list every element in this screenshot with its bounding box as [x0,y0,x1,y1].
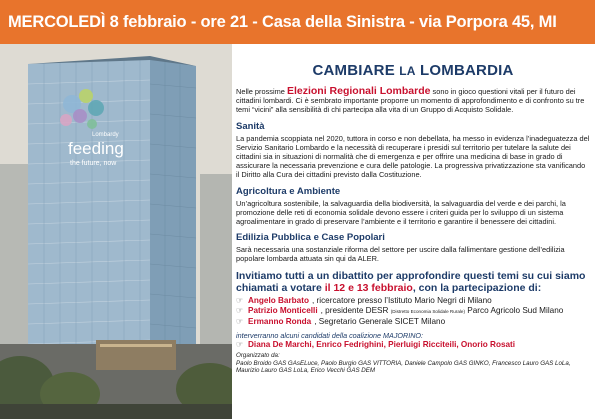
coalition-names: Diana De Marchi, Enrico Fedrighini, Pierluigi Ricciteili, Onorio Rosati [248,339,516,349]
speaker-note: (Distretto Economia Solidale Rurale) [390,309,465,315]
list-item [236,317,590,327]
speaker-role: , presidente DESR [320,306,391,316]
section-text-edilizia: Sarà necessaria una sostanziale riforma del settore per uscire dalla fallimentare gestione dell’edilizia popolare lombarda attuata sin qui da ALER. [236,245,565,264]
speaker-name: Ermanno Ronda [248,317,312,327]
organizers-label: Organizzato da: [236,352,280,360]
section-text-agricoltura: Un’agricoltura sostenibile, la salvaguardia della biodiversità, la salvaguardia del verde e dei parchi, la promozione delle reti di economia solidale devono essere i criteri guida per lo sviluppo di un sistema agroalimentare in grado di preservare l’ambiente e il territorio e garantire il benessere dei cittadini. [236,198,566,227]
speaker-list [236,296,590,328]
invitation-line1: Invitiamo tutti a un dibattito per approfondire questi temi su cui siamo chiamati a votare [236,269,586,294]
speaker-role: , ricercatore presso l’Istituto Mario Negri di Milano [311,295,492,305]
building-photo [0,44,232,419]
intro-before: Nelle prossime [236,87,287,96]
invitation-dates: il 12 e 13 febbraio [324,281,413,294]
coalition-row [236,340,590,349]
organizers-line-2: Maurizio Lauro GAS LoLa, Erico Vecchi GAS DEM [236,367,376,375]
section-title-agricoltura: Agricoltura e Ambiente [236,185,341,197]
list-item [236,306,590,317]
intro-after: sono in gioco questioni vitali per il futuro dei cittadini lombardi. Ci è sembrato importante proporre un momento di approfondimento e di confronto su tre temi “vicini” alla sensibilità di chi partecipa alla vita di un Gruppo di Acquisto Solidale. [236,87,585,115]
pointing-hand-icon: ☞ [236,295,244,305]
title-part2: LA [399,64,416,78]
speaker-role-extra: Parco Agricolo Sud Milano [465,306,564,316]
title-part1: CAMBIARE [312,62,400,79]
coalition-intro: interverranno alcuni candidati della coalizione MAJORINO: [236,330,423,340]
logo-main-text: feeding [68,139,124,158]
organizers-line-1: Paolo Broido GAS GAsELuce, Paolo Burgio GAS VITTORIA, Daniele Campolo GAS GINKO, Francesco Lauro GAS LoLa, [236,359,571,367]
invitation-text [236,270,590,294]
logo-sub-text: the future, now [70,160,117,167]
list-item [236,296,590,306]
intro-paragraph [236,87,590,115]
speaker-role: , Segretario Generale SICET Milano [314,317,446,327]
speaker-name: Patrizio Monticelli [248,306,318,316]
pointing-hand-icon: ☞ [236,317,244,327]
flyer-content [236,62,590,375]
building-illustration [0,44,232,419]
section-title-edilizia: Edilizia Pubblica e Case Popolari [236,232,385,244]
event-banner: MERCOLEDÌ 8 febbraio - ore 21 - Casa della Sinistra - via Porpora 45, MI [0,0,595,44]
section-text-sanita: La pandemia scoppiata nel 2020, tuttora in corso e non debellata, ha messo in evidenza l’inadeguatezza del Servizio Sanitario Lombardo e la necessità di recuperare i presidi sul territorio per tutelare la salute dei cittadini sia in situazioni di normalità che di emergenza e per offrire una medicina di base in grado di assicurare la necessaria prevenzione e cura delle patologie. La progressiva privatizzazione sta vanificando il Diritto alla Cura dei cittadini previsto dalla Costituzione. [236,133,590,180]
page-title [236,62,590,80]
invitation-line2: , con la partecipazione di: [412,281,542,294]
elections-highlight: Elezioni Regionali Lombarde [286,85,431,97]
logo-small-text: Lombardy [92,132,119,138]
pointing-hand-icon: ☞ [236,306,244,316]
section-title-sanita: Sanità [236,120,265,132]
pointing-hand-icon: ☞ [236,339,244,349]
speaker-name: Angelo Barbato [248,295,309,305]
title-part3: LOMBARDIA [415,62,514,79]
